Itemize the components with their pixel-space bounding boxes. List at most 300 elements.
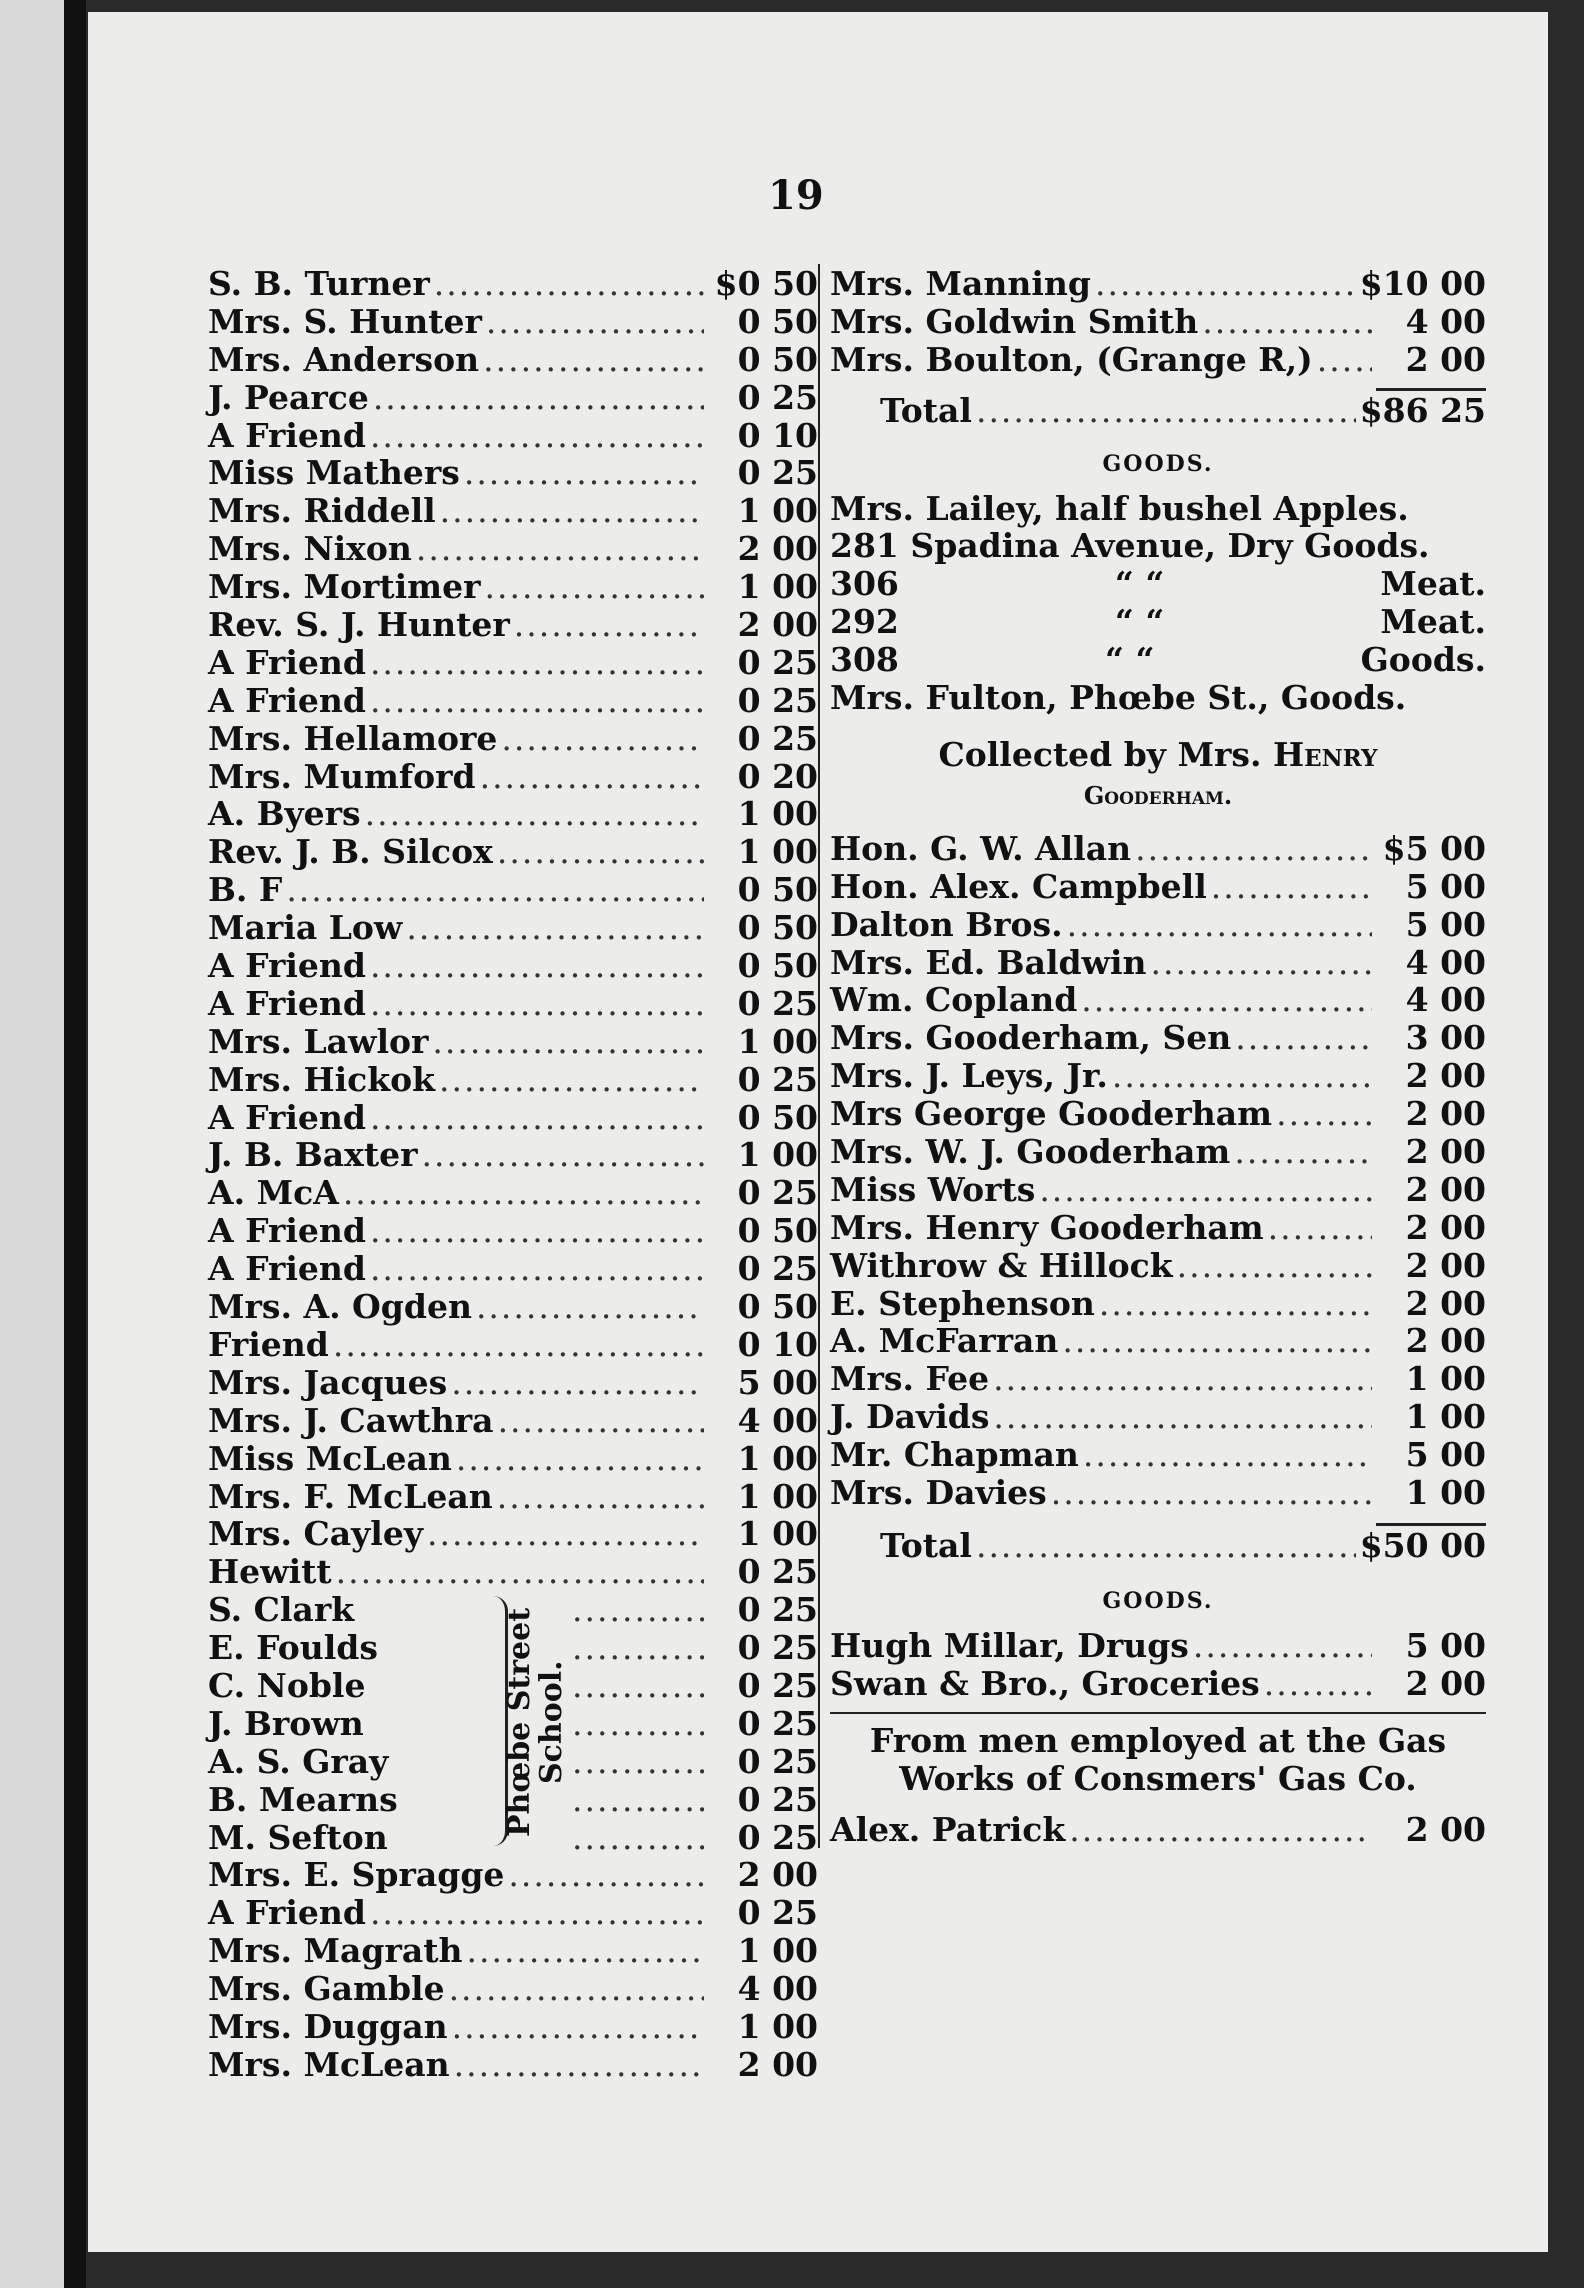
donor-name: Mrs. Nixon [208,529,412,569]
leader-dots [1234,1132,1372,1171]
goods-col1: 306 [830,564,899,604]
donor-amount: 2 00 [1405,1207,1486,1247]
leader-dots [336,1552,704,1591]
donor-row [830,302,1486,340]
donor-row [208,1514,818,1552]
donor-row [208,1552,818,1590]
donor-amount: 0 25 [737,1741,818,1781]
leader-dots [370,946,704,985]
donor-name: Hon. G. W. Allan [830,828,1132,868]
left-donor-list-continued [208,1855,818,2082]
leader-dots [370,1098,704,1137]
leader-dots [421,1135,704,1174]
leader-dots [456,1439,704,1478]
donor-name: Mrs. Manning [830,264,1091,303]
donor-name: Mrs. Ed. Baldwin [830,942,1147,982]
donor-amount: 0 25 [737,1552,818,1592]
donor-row [208,794,818,832]
donor-name: Mrs. Goldwin Smith [830,301,1199,341]
donor-row [208,491,818,529]
goods-heading-2: GOODS. [1102,1587,1214,1614]
leader-dots [498,1401,704,1440]
donor-row [208,643,818,681]
donor-row [208,2045,818,2083]
leader-dots [976,391,1356,430]
donor-row [208,416,818,454]
donor-amount: 0 50 [737,1211,818,1251]
goods-col1: 292 [830,602,899,642]
leader-dots [572,1628,704,1667]
donor-name: Wm. Copland [830,980,1078,1020]
goods-col2: “ “ [1105,640,1155,680]
leader-dots [1193,1626,1372,1665]
donor-amount: 4 00 [1405,301,1486,341]
donor-amount: 2 00 [1405,1663,1486,1703]
donor-name: J. Davids [830,1397,990,1437]
donor-row [830,1321,1486,1359]
donor-amount: 2 00 [1405,1321,1486,1361]
donor-amount: $5 00 [1382,828,1486,868]
donor-amount: 1 00 [1405,1397,1486,1437]
donor-name: J. Pearce [208,377,369,417]
donor-name: E. Stephenson [830,1283,1095,1323]
donor-row [208,946,818,984]
donor-name: Mrs. Gooderham, Sen [830,1018,1232,1058]
donor-name: A. McA [208,1173,339,1213]
donor-row [830,867,1486,905]
donor-name: Friend [208,1324,329,1364]
donor-name: Miss Worts [830,1169,1036,1209]
right-top-donor-list [830,264,1486,378]
donor-amount: 2 00 [737,605,818,645]
leader-dots [483,340,704,379]
donor-row [830,1626,1486,1664]
donor-name: A Friend [208,1249,366,1289]
donor-row [830,905,1486,943]
leader-dots [1069,1810,1372,1849]
goods-col1: 308 [830,640,899,680]
leader-dots [1235,1018,1372,1057]
donor-name: Mrs. McLean [208,2044,450,2084]
donor-name: A Friend [208,1893,366,1933]
donor-row [208,870,818,908]
leader-dots [1151,943,1373,982]
collected-line: Collected by Mrs. [938,734,1262,774]
donor-amount: 1 00 [737,491,818,531]
donor-name: Mrs. E. Spragge [208,1855,505,1895]
donor-amount: 1 00 [737,1135,818,1175]
donor-amount: 2 00 [1405,1132,1486,1172]
donor-row [208,1249,818,1287]
page-number: 19 [768,172,824,219]
donor-amount: 0 25 [737,1665,818,1705]
leader-dots [1135,829,1372,868]
leader-dots [373,378,704,417]
book-binding [64,0,86,2288]
donor-row [830,264,1486,302]
donor-amount: 5 00 [1405,1435,1486,1475]
donor-name: Mrs. Magrath [208,1931,463,1971]
donor-name: Mrs. Fee [830,1359,990,1399]
donor-row [830,1397,1486,1435]
donor-amount: 1 00 [737,1021,818,1061]
donor-name: Mrs. Gamble [208,1969,445,2009]
donor-name: Rev. S. J. Hunter [208,605,510,645]
leader-dots [484,567,704,606]
donor-name: A. S. Gray [208,1741,389,1781]
goods-row [830,640,1486,678]
donor-name: A Friend [208,642,366,682]
donor-amount: 1 00 [737,1931,818,1971]
leader-dots [572,1742,704,1781]
donor-row [208,1173,818,1211]
goods-row [830,602,1486,640]
donor-amount: 0 50 [737,301,818,341]
donor-amount: 0 25 [737,1249,818,1289]
total-row-2 [830,1526,1486,1564]
gas-line-1: From men employed at the Gas [869,1720,1447,1760]
leader-dots [1083,1435,1372,1474]
donor-row [208,984,818,1022]
leader-dots [976,1526,1356,1565]
leader-dots [497,832,704,871]
donor-amount: 2 00 [1405,1809,1486,1849]
donor-row [208,1401,818,1439]
donor-name: A. Byers [208,794,361,834]
donor-name: Mrs. Jacques [208,1362,448,1402]
donor-amount: 4 00 [1405,980,1486,1020]
donor-amount: 0 10 [737,415,818,455]
donor-row [208,1893,818,1931]
donor-name: A Friend [208,680,366,720]
donor-name: Withrow & Hillock [830,1245,1173,1285]
previous-page-edge [0,0,70,2288]
donor-name: Maria Low [208,908,403,948]
donor-name: Mrs. Boulton, (Grange R,) [830,339,1313,379]
donor-row [208,2007,818,2045]
donor-name: Mr. Chapman [830,1435,1079,1475]
leader-dots [440,491,704,530]
donor-amount: 2 00 [1405,1169,1486,1209]
goods-row [830,564,1486,602]
donor-amount: 0 25 [737,1059,818,1099]
donor-row [208,719,818,757]
leader-dots [406,908,704,947]
donor-row [208,1477,818,1515]
donor-amount: 0 25 [737,377,818,417]
gas-line-2: Works of Consmers' Gas Co. [899,1758,1417,1798]
gas-works-heading [830,1722,1486,1798]
leader-dots [1202,302,1372,341]
donor-row [830,1018,1486,1056]
leader-dots [365,794,704,833]
leader-dots [1276,1094,1372,1133]
leader-dots [476,1287,704,1326]
donor-amount: 0 25 [737,453,818,493]
goods-list-2 [830,1626,1486,1702]
leader-dots [439,1060,704,1099]
leader-dots [286,870,704,909]
donor-amount: 1 00 [737,1438,818,1478]
leader-dots [1268,1208,1372,1247]
donor-row [208,1287,818,1325]
leader-dots [343,1173,704,1212]
leader-dots [1062,1321,1372,1360]
leader-dots [370,984,704,1023]
donor-row [208,567,818,605]
donor-amount: 0 25 [737,1628,818,1668]
donor-name: Hugh Millar, Drugs [830,1625,1189,1665]
left-donor-list [208,264,818,1590]
leader-dots [501,719,704,758]
donor-amount: 0 25 [737,642,818,682]
donor-amount: 1 00 [737,832,818,872]
leader-dots [370,643,704,682]
donor-name: A Friend [208,1211,366,1251]
donor-name: B. Mearns [208,1779,398,1819]
donor-amount: 3 00 [1405,1018,1486,1058]
donor-row [830,1473,1486,1511]
donor-amount: 2 00 [1405,1094,1486,1134]
donor-row [830,340,1486,378]
goods-col3: Goods. [1360,640,1486,680]
donor-amount: 2 00 [737,2044,818,2084]
donor-name: S. Clark [208,1590,355,1630]
leader-dots [464,453,704,492]
donor-amount: 0 25 [737,1173,818,1213]
donor-amount: 2 00 [1405,1056,1486,1096]
leader-dots [993,1359,1372,1398]
leader-dots [370,1211,704,1250]
leader-dots [1067,905,1372,944]
collected-name-1: Henry [1272,734,1378,774]
donor-amount: 4 00 [1405,942,1486,982]
donor-amount: 0 25 [737,1817,818,1857]
leader-dots [451,1363,704,1402]
donor-amount: 0 25 [737,1893,818,1933]
donor-amount: 0 25 [737,680,818,720]
donor-name: Mrs. J. Cawthra [208,1400,494,1440]
donor-name: A Friend [208,1097,366,1137]
leader-dots [486,302,704,341]
leader-dots [514,605,704,644]
donor-amount: 0 50 [737,946,818,986]
donor-name: Alex. Patrick [830,1809,1066,1849]
donor-amount: 0 50 [737,870,818,910]
goods-row [830,489,1486,527]
donor-row [208,1363,818,1401]
donor-name: B. F [208,870,283,910]
donor-name: Mrs. Hellamore [208,718,498,758]
goods-heading-1: GOODS. [1102,450,1214,477]
collected-name-2: Gooderham. [1083,780,1233,810]
donor-row [208,1022,818,1060]
school-label-line1: Phœbe Street [502,1608,537,1838]
leader-dots [497,1477,704,1516]
book-page [88,12,1548,2252]
leader-dots [572,1666,704,1705]
donor-name: S. B. Turner [208,264,430,303]
donor-row [208,1439,818,1477]
collected-by-heading [830,736,1486,815]
donor-row [830,1359,1486,1397]
leader-dots [1112,1056,1372,1095]
donor-row [208,453,818,491]
donor-amount: 0 25 [737,1779,818,1819]
leader-dots [1095,264,1356,303]
leader-dots [452,2007,704,2046]
donor-name: Mrs. A. Ogden [208,1287,472,1327]
goods-col1: Mrs. Fulton, Phœbe St., Goods. [830,678,1407,718]
donor-name: J. B. Baxter [208,1135,418,1175]
donor-amount: $0 50 [714,264,818,303]
donor-row [830,1208,1486,1246]
donor-row [208,264,818,302]
right-mid-donor-list [830,829,1486,1511]
leader-dots [1264,1664,1372,1703]
donor-amount: 1 00 [1405,1359,1486,1399]
donor-row [208,302,818,340]
donor-row [208,1931,818,1969]
donor-amount: 5 00 [1405,904,1486,944]
donor-name: Mrs. F. McLean [208,1476,493,1516]
donor-amount: $10 00 [1359,264,1486,303]
total-label: Total [880,390,972,430]
donor-row [830,1094,1486,1132]
donor-amount: 2 00 [737,1855,818,1895]
donor-name: J. Brown [208,1703,364,1743]
donor-amount: 0 25 [737,1703,818,1743]
donor-name: Miss Mathers [208,453,460,493]
donor-row [830,1132,1486,1170]
leader-dots [1317,340,1372,379]
leader-dots [1039,1170,1372,1209]
donor-row [208,1211,818,1249]
donor-amount: 2 00 [737,529,818,569]
donor-amount: 1 00 [737,567,818,607]
donor-name: Hon. Alex. Campbell [830,866,1207,906]
leader-dots [449,1969,704,2008]
donor-row [830,1246,1486,1284]
donor-name: Mrs. Lawlor [208,1021,429,1061]
goods-list-1 [830,489,1486,716]
donor-amount: 0 50 [737,1097,818,1137]
left-column [208,264,818,2083]
donor-row [830,1170,1486,1208]
donor-amount: 5 00 [1405,866,1486,906]
donor-name: Mrs. Davies [830,1473,1047,1513]
donor-name: Dalton Bros. [830,904,1063,944]
donor-row [830,1664,1486,1702]
leader-dots [1051,1473,1372,1512]
donor-name: Mrs. Henry Gooderham [830,1207,1264,1247]
donor-row [208,605,818,643]
donor-name: Miss McLean [208,1438,452,1478]
donor-row [208,1855,818,1893]
school-label [504,1590,568,1855]
donor-name: A. McFarran [830,1321,1059,1361]
leader-dots [370,681,704,720]
donor-name: Mrs. W. J. Gooderham [830,1132,1231,1172]
leader-dots [454,2045,704,2084]
donor-name: M. Sefton [208,1817,388,1857]
donor-row [208,1969,818,2007]
donor-row [208,832,818,870]
donor-name: Mrs. Anderson [208,339,480,379]
leader-dots [427,1514,704,1553]
donor-amount: 1 00 [1405,1473,1486,1513]
donor-row [830,1435,1486,1473]
donor-name: Mrs. Mortimer [208,567,481,607]
donor-row [830,1056,1486,1094]
donor-row [208,340,818,378]
donor-name: Rev. J. B. Silcox [208,832,493,872]
donor-row [208,1135,818,1173]
leader-dots [993,1397,1372,1436]
donor-amount: 5 00 [1405,1625,1486,1665]
school-label-line2: School. [534,1660,569,1785]
goods-row [830,678,1486,716]
donor-name: Mrs. Riddell [208,491,436,531]
goods-col3: Meat. [1380,602,1486,642]
leader-dots [1099,1284,1372,1323]
donor-row [208,757,818,795]
leader-dots [1211,867,1372,906]
leader-dots [466,1931,704,1970]
donor-amount: 4 00 [737,1400,818,1440]
donor-amount: 1 00 [737,1476,818,1516]
leader-dots [434,264,704,303]
donor-amount: 0 25 [737,1590,818,1630]
donor-row [208,1098,818,1136]
donor-amount: 0 50 [737,1287,818,1327]
donor-row [208,681,818,719]
leader-dots [572,1590,704,1629]
donor-amount: 0 50 [737,908,818,948]
donor-name: Mrs. Hickok [208,1059,436,1099]
donor-amount: 2 00 [1405,339,1486,379]
donor-row [208,908,818,946]
goods-row [830,526,1486,564]
donor-row [208,1060,818,1098]
donor-amount: 1 00 [737,1514,818,1554]
leader-dots [572,1704,704,1743]
goods-col2: “ “ [1114,564,1165,604]
gas-entry-row [830,1810,1486,1848]
leader-dots [416,529,704,568]
donor-row [208,529,818,567]
leader-dots [370,1249,704,1288]
donor-name: A Friend [208,983,366,1023]
donor-row [208,378,818,416]
donor-row [830,943,1486,981]
donor-amount: 0 25 [737,983,818,1023]
total-amount-2: $50 00 [1359,1525,1486,1565]
donor-amount: 0 20 [737,756,818,796]
donor-name: Mrs. Mumford [208,756,476,796]
donor-name: Mrs. J. Leys, Jr. [830,1056,1108,1096]
leader-dots [572,1780,704,1819]
goods-col1: Mrs. Lailey, half bushel Apples. [830,488,1409,528]
donor-name: Swan & Bro., Groceries [830,1663,1260,1703]
leader-dots [432,1022,704,1061]
total-row-1 [830,391,1486,429]
donor-amount: 5 00 [737,1362,818,1402]
donor-name: Mrs. Cayley [208,1514,423,1554]
donor-amount: 1 00 [737,794,818,834]
right-column [818,264,1486,1848]
leader-dots [572,1818,704,1857]
